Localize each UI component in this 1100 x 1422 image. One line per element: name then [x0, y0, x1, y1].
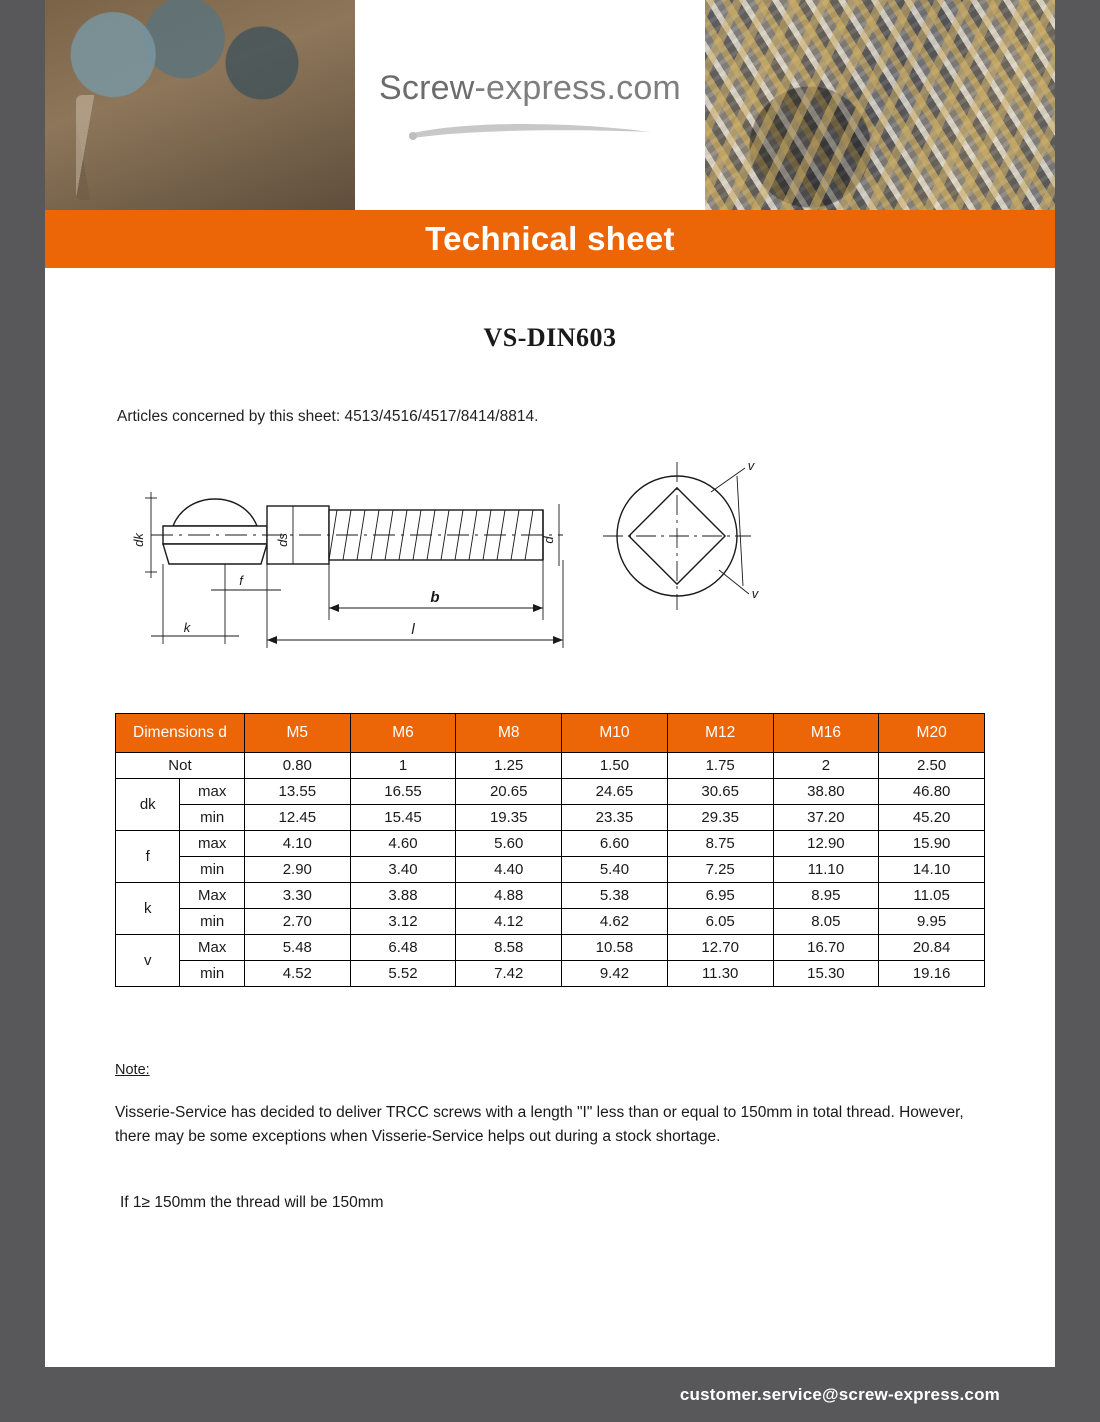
row-sublabel: Max: [180, 883, 244, 909]
page-content: [45, 268, 1055, 1212]
table-cell: 4.10: [244, 831, 350, 857]
table-cell: 12.90: [773, 831, 879, 857]
note-heading: Note:: [115, 1062, 150, 1078]
drawing-label-l: l: [411, 621, 415, 638]
dimensions-table-wrap: [115, 713, 985, 987]
table-cell: 11.05: [879, 883, 985, 909]
table-cell: 8.95: [773, 883, 879, 909]
row-sublabel: max: [180, 831, 244, 857]
screws-photo-texture: [705, 0, 1055, 210]
table-cell: 19.16: [879, 961, 985, 987]
table-header-row: [116, 714, 985, 753]
drawing-label-k: k: [183, 620, 191, 635]
table-cell: 5.48: [244, 935, 350, 961]
table-cell: 7.42: [456, 961, 562, 987]
table-cell: 6.48: [350, 935, 456, 961]
drawing-label-d: d: [541, 536, 556, 544]
table-row: [116, 831, 985, 857]
table-cell: 46.80: [879, 779, 985, 805]
row-label-v: v: [116, 935, 180, 987]
drawing-label-v-top: v: [747, 458, 755, 473]
table-cell: 2: [773, 753, 879, 779]
table-cell: 19.35: [456, 805, 562, 831]
table-header-cell: M12: [667, 714, 773, 753]
carriage-bolt-technical-drawing: [115, 448, 759, 673]
row-sublabel: Not: [116, 753, 245, 779]
table-header-cell: M20: [879, 714, 985, 753]
table-cell: 15.90: [879, 831, 985, 857]
table-cell: 3.88: [350, 883, 456, 909]
table-cell: 1.25: [456, 753, 562, 779]
table-cell: 16.70: [773, 935, 879, 961]
table-header-cell: M8: [456, 714, 562, 753]
table-cell: 24.65: [562, 779, 668, 805]
table-cell: 45.20: [879, 805, 985, 831]
table-cell: 10.58: [562, 935, 668, 961]
logo-word-screw: Screw: [379, 68, 475, 107]
row-label-f: f: [116, 831, 180, 883]
table-cell: 15.30: [773, 961, 879, 987]
drawing-label-ds: ds: [275, 533, 290, 547]
table-cell: 30.65: [667, 779, 773, 805]
row-sublabel: min: [180, 857, 244, 883]
table-cell: 12.45: [244, 805, 350, 831]
table-cell: 20.65: [456, 779, 562, 805]
table-cell: 20.84: [879, 935, 985, 961]
row-sublabel: Max: [180, 935, 244, 961]
table-cell: 1: [350, 753, 456, 779]
table-cell: 4.60: [350, 831, 456, 857]
page-title: VS-DIN603: [483, 323, 617, 352]
table-cell: 4.62: [562, 909, 668, 935]
table-header-cell: M5: [244, 714, 350, 753]
table-cell: 11.10: [773, 857, 879, 883]
table-row: [116, 909, 985, 935]
table-row: [116, 961, 985, 987]
table-cell: 9.42: [562, 961, 668, 987]
table-cell: 2.70: [244, 909, 350, 935]
left-edge-bar: [0, 0, 45, 1422]
table-row: [116, 883, 985, 909]
table-cell: 6.60: [562, 831, 668, 857]
table-cell: 1.50: [562, 753, 668, 779]
table-cell: 16.55: [350, 779, 456, 805]
table-row: [116, 779, 985, 805]
table-cell: 14.10: [879, 857, 985, 883]
table-cell: 6.05: [667, 909, 773, 935]
table-row: [116, 753, 985, 779]
drawing-label-dk: dk: [131, 533, 146, 547]
articles-concerned-text: Articles concerned by this sheet: 4513/4516/4517/8414/8814.: [117, 408, 539, 425]
table-row: [116, 857, 985, 883]
banner-title: Technical sheet: [425, 220, 675, 257]
table-cell: 3.40: [350, 857, 456, 883]
table-header-cell: M6: [350, 714, 456, 753]
footer-email: customer.service@screw-express.com: [679, 1384, 1000, 1404]
note-body-text: Visserie-Service has decided to deliver TRCC screws with a length "I" less than or equal to 150mm in total thread. However, there may be some exceptions when Visserie-Service helps out during a stock shortage.: [115, 1104, 964, 1146]
row-sublabel: min: [180, 909, 244, 935]
logo-word-express: -express.com: [474, 68, 681, 107]
table-cell: 8.58: [456, 935, 562, 961]
logo-wordmark: [379, 69, 681, 108]
table-cell: 5.60: [456, 831, 562, 857]
drawing-label-v-bottom: v: [751, 586, 759, 601]
table-cell: 5.40: [562, 857, 668, 883]
table-cell: 2.50: [879, 753, 985, 779]
table-row: [116, 935, 985, 961]
right-edge-bar: [1055, 0, 1100, 1422]
row-sublabel: max: [180, 779, 244, 805]
table-cell: 4.40: [456, 857, 562, 883]
assorted-screws-photo: [705, 0, 1055, 210]
row-sublabel: min: [180, 805, 244, 831]
table-cell: 29.35: [667, 805, 773, 831]
drawing-label-b: b: [430, 589, 440, 606]
table-cell: 4.88: [456, 883, 562, 909]
table-header-cell: Dimensions d: [116, 714, 245, 753]
table-cell: 8.05: [773, 909, 879, 935]
table-cell: 37.20: [773, 805, 879, 831]
brand-logo: [355, 0, 705, 210]
table-cell: 7.25: [667, 857, 773, 883]
drawing-label-f: f: [239, 573, 243, 588]
logo-swoosh-icon: [405, 116, 655, 142]
row-sublabel: min: [180, 961, 244, 987]
table-cell: 23.35: [562, 805, 668, 831]
table-cell: 4.12: [456, 909, 562, 935]
table-cell: 5.38: [562, 883, 668, 909]
table-cell: 15.45: [350, 805, 456, 831]
dimensions-table: [115, 713, 985, 987]
table-cell: 5.52: [350, 961, 456, 987]
table-cell: 8.75: [667, 831, 773, 857]
note-extra-text: If 1≥ 150mm the thread will be 150mm: [120, 1194, 384, 1212]
table-cell: 11.30: [667, 961, 773, 987]
table-cell: 3.12: [350, 909, 456, 935]
table-header-cell: M16: [773, 714, 879, 753]
banner-title-bar: [45, 210, 1055, 268]
page-header: [45, 0, 1055, 268]
workbench-photo-texture: [45, 0, 355, 210]
table-cell: 6.95: [667, 883, 773, 909]
table-cell: 12.70: [667, 935, 773, 961]
page-footer: [0, 1367, 1100, 1422]
table-cell: 0.80: [244, 753, 350, 779]
table-cell: 4.52: [244, 961, 350, 987]
row-label-k: k: [116, 883, 180, 935]
table-header-cell: M10: [562, 714, 668, 753]
table-cell: 2.90: [244, 857, 350, 883]
table-row: [116, 805, 985, 831]
row-label-dk: dk: [116, 779, 180, 831]
workbench-screws-photo: [45, 0, 355, 210]
table-cell: 38.80: [773, 779, 879, 805]
table-cell: 3.30: [244, 883, 350, 909]
table-cell: 13.55: [244, 779, 350, 805]
table-cell: 1.75: [667, 753, 773, 779]
table-cell: 9.95: [879, 909, 985, 935]
